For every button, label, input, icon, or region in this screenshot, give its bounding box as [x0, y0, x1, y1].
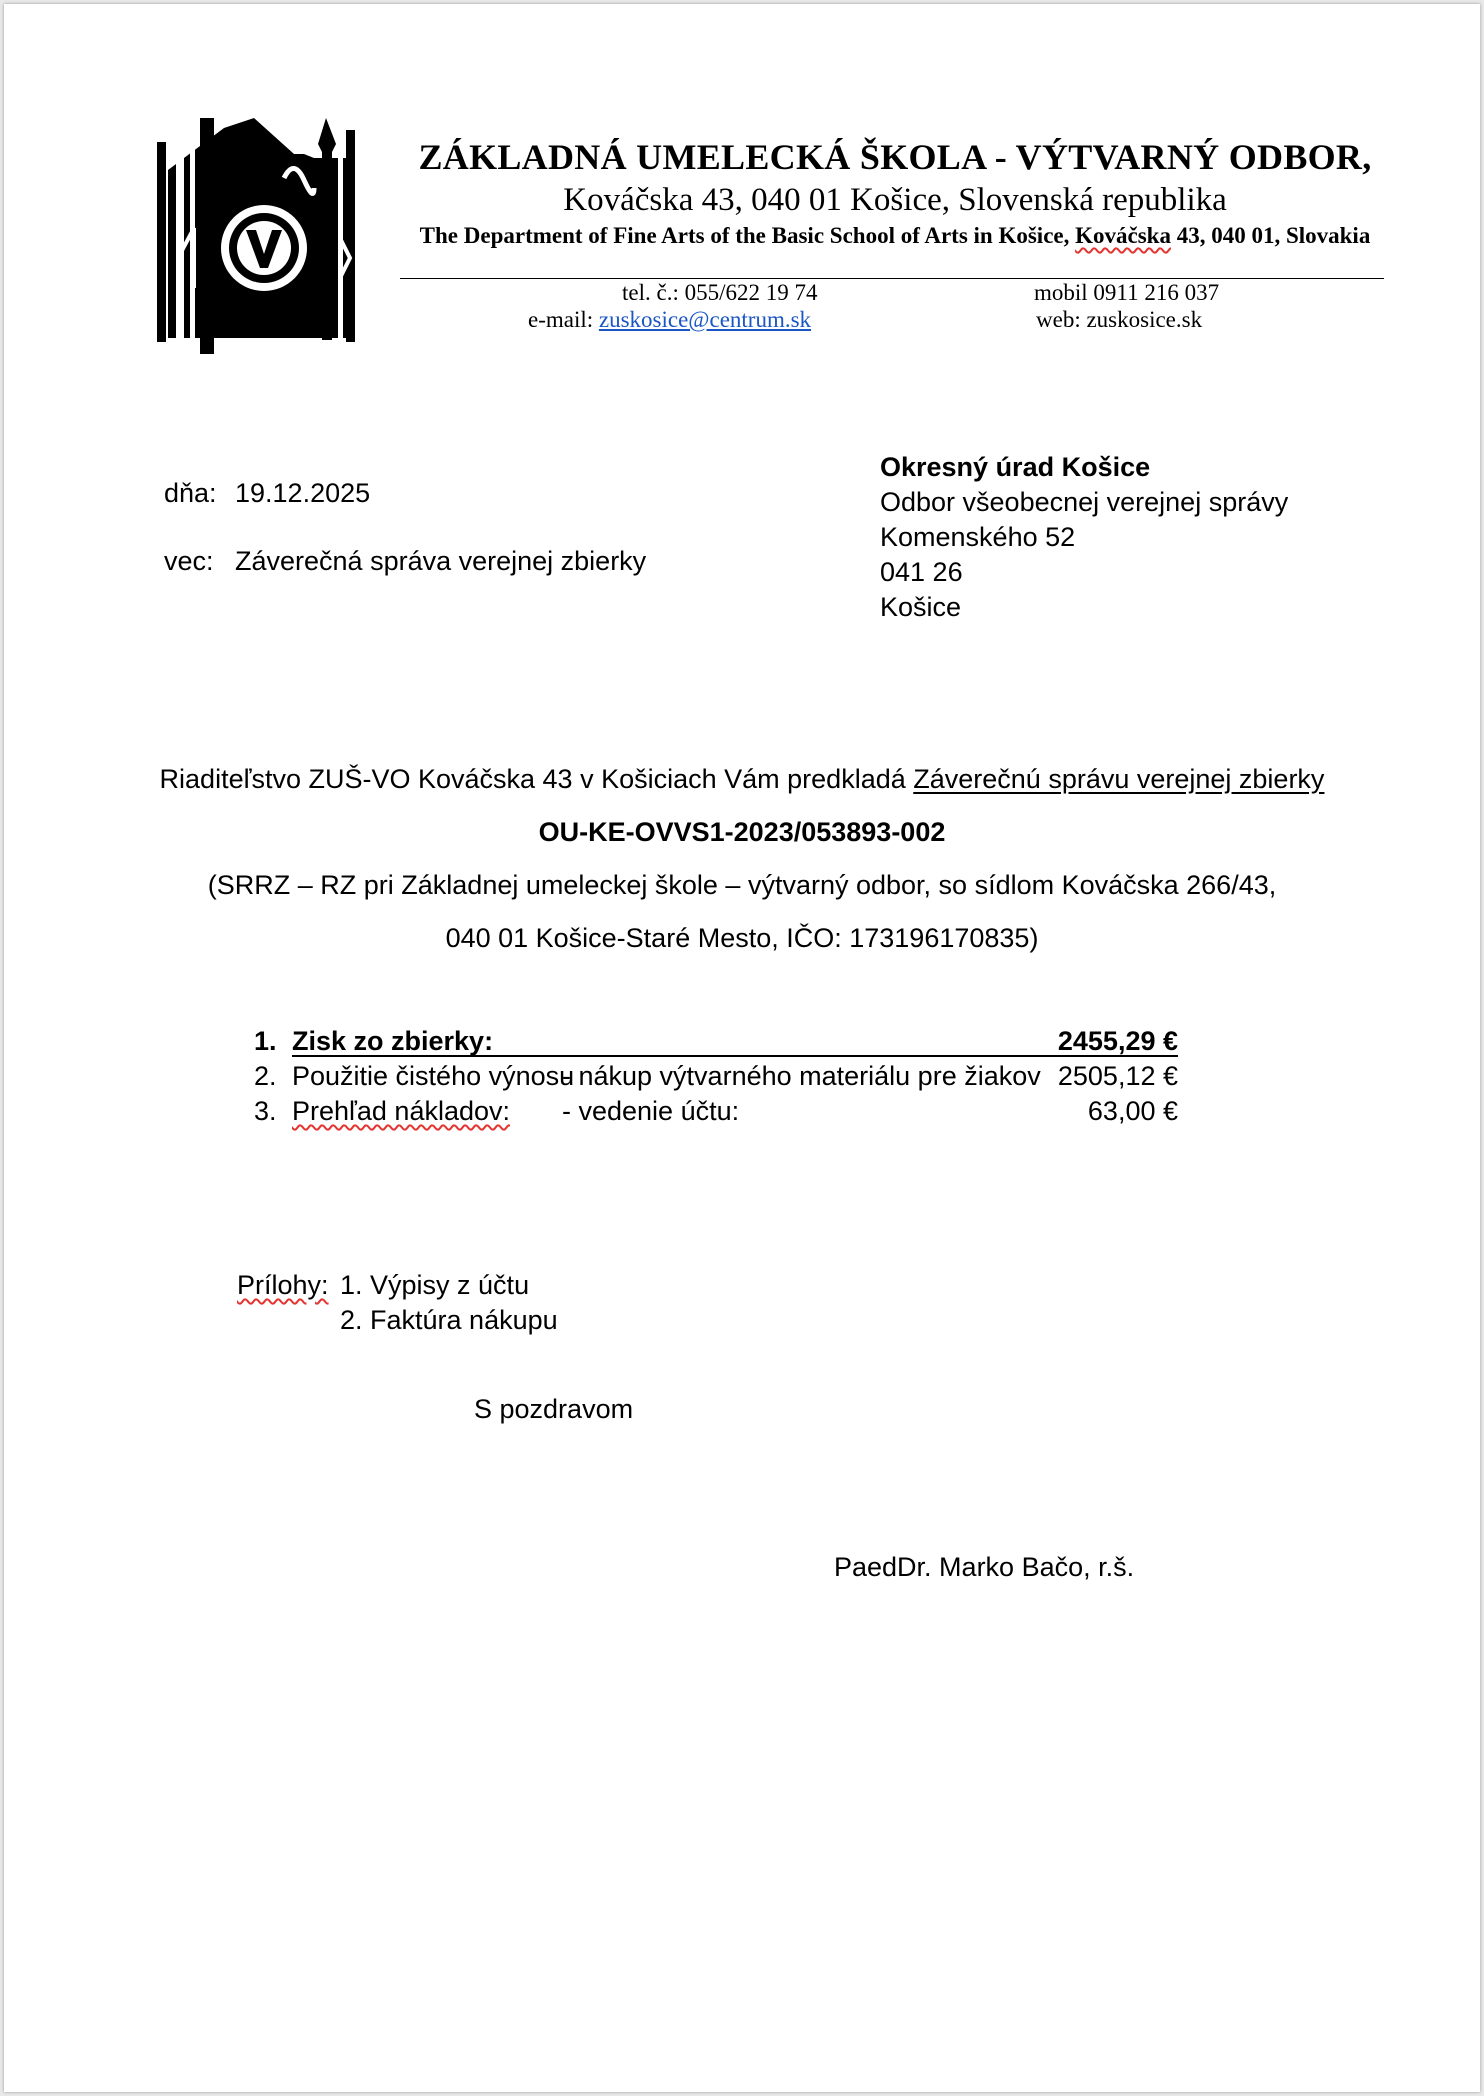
item-number: 1. — [254, 1026, 277, 1056]
school-logo-icon — [154, 118, 364, 354]
organization-line: (SRRZ – RZ pri Základnej umeleckej škole – výtvarný odbor, so sídlom Kováčska 266/43, — [207, 870, 1277, 900]
item-label: Zisk zo zbierky: — [292, 1026, 494, 1056]
recipient-name: Okresný úrad Košice — [880, 452, 1151, 482]
date-value: 19.12.2025 — [235, 478, 371, 508]
email-line — [528, 307, 811, 333]
item-description: - vedenie účtu: — [562, 1096, 740, 1126]
subject-label: vec: — [164, 546, 214, 576]
item-amount: 2455,29 € — [1057, 1026, 1178, 1056]
date-label: dňa: — [164, 478, 217, 508]
email-label: e-mail: — [528, 307, 599, 332]
attachments-label: Prílohy: — [237, 1270, 329, 1300]
item-amount: 2505,12 € — [1057, 1061, 1178, 1091]
recipient-city: Košice — [880, 592, 962, 622]
item-amount: 63,00 € — [1087, 1096, 1178, 1126]
school-name: ZÁKLADNÁ UMELECKÁ ŠKOLA - VÝTVARNÝ ODBOR, — [418, 137, 1372, 177]
closing-greeting: S pozdravom — [474, 1394, 634, 1424]
phone: tel. č.: 055/622 19 74 — [622, 280, 818, 305]
recipient-zip: 041 26 — [880, 557, 963, 587]
recipient-department: Odbor všeobecnej verejnej správy — [880, 487, 1289, 517]
recipient-address — [880, 450, 1288, 625]
english-name-rest: 43, 040 01, Slovakia — [1170, 223, 1371, 248]
english-name-part: The Department of Fine Arts of the Basic School of Arts in Košice, — [419, 223, 1076, 248]
item-number: 2. — [254, 1061, 277, 1091]
item-label: Použitie čistého výnosu — [292, 1061, 575, 1091]
school-address: Kováčska 43, 040 01 Košice, Slovenská republika — [563, 182, 1227, 218]
document-page — [4, 4, 1480, 2092]
address-line: 040 01 Košice-Staré Mesto, IČO: 173196170835) — [445, 923, 1039, 953]
item-underline — [292, 1055, 1178, 1057]
header-divider — [400, 278, 1384, 279]
intro-text: Riaditeľstvo ZUŠ-VO Kováčska 43 v Košiciach Vám predkladá — [159, 764, 914, 794]
item-number: 3. — [254, 1096, 277, 1126]
intro-line — [4, 764, 1480, 795]
attachment-item: 1. Výpisy z účtu — [340, 1270, 530, 1300]
signature-name: PaedDr. Marko Bačo, r.š. — [834, 1552, 1135, 1582]
item-label: Prehľad nákladov: — [292, 1096, 511, 1126]
item-description: - nákup výtvarného materiálu pre žiakov — [562, 1061, 1041, 1091]
subject-value: Záverečná správa verejnej zbierky — [235, 546, 647, 576]
school-name-english — [400, 222, 1390, 250]
reference-number: OU-KE-OVVS1-2023/053893-002 — [538, 817, 946, 847]
website: web: zuskosice.sk — [1036, 307, 1203, 332]
english-street-name: Kováčska — [1075, 223, 1171, 248]
recipient-street: Komenského 52 — [880, 522, 1076, 552]
attachment-item: 2. Faktúra nákupu — [340, 1305, 558, 1335]
report-title: Záverečnú správu verejnej zbierky — [913, 764, 1325, 794]
mobile: mobil 0911 216 037 — [1034, 280, 1220, 305]
email-link[interactable]: zuskosice@centrum.sk — [598, 307, 812, 332]
